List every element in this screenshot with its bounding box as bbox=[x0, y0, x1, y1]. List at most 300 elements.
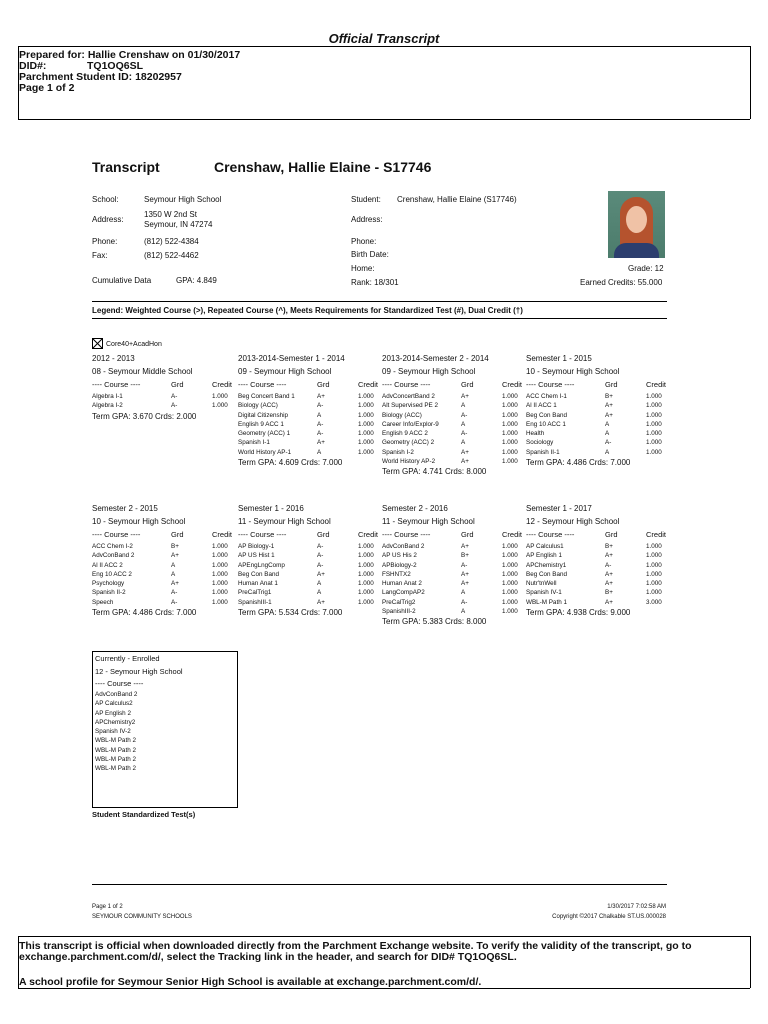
term-school: 12 - Seymour High School bbox=[526, 517, 620, 526]
course-credit: 1.000 bbox=[358, 561, 374, 569]
course-name: Al II ACC 1 bbox=[526, 402, 557, 410]
course-credit: 1.000 bbox=[358, 570, 374, 578]
course-row bbox=[526, 588, 668, 597]
course-grade: A- bbox=[317, 543, 324, 550]
term-summary: Term GPA: 5.534 Crds: 7.000 bbox=[238, 608, 343, 618]
course-name: Career Info/Explor-9 bbox=[382, 420, 439, 428]
course-credit: 1.000 bbox=[358, 580, 374, 588]
course-row bbox=[238, 420, 380, 429]
student-label: Student: bbox=[351, 195, 381, 204]
course-grade: A- bbox=[461, 411, 468, 419]
course-column-header: ---- Course ---- bbox=[238, 530, 287, 539]
header-right-border bbox=[750, 46, 751, 119]
course-row bbox=[238, 570, 380, 579]
course-credit: 1.000 bbox=[502, 580, 518, 588]
student-name-heading: Crenshaw, Hallie Elaine - S17746 bbox=[214, 159, 432, 175]
program-label: Core40+AcadHon bbox=[106, 341, 162, 348]
course-row bbox=[526, 561, 668, 570]
course-row bbox=[382, 429, 524, 438]
course-credit: 1.000 bbox=[502, 598, 518, 606]
course-row bbox=[382, 457, 524, 466]
term-title: 2013-2014-Semester 1 - 2014 bbox=[238, 354, 345, 363]
prepared-for-block bbox=[19, 50, 240, 94]
legend-rule-top bbox=[92, 301, 667, 302]
course-grade: A bbox=[605, 448, 610, 456]
course-credit: 1.000 bbox=[358, 393, 374, 400]
course-grade: A- bbox=[317, 430, 324, 438]
course-row bbox=[382, 607, 524, 616]
phone-value: (812) 522-4384 bbox=[144, 237, 199, 246]
course-name: Alt Supervised PE 2 bbox=[382, 402, 439, 410]
course-credit: 1.000 bbox=[502, 439, 518, 447]
course-row bbox=[526, 598, 668, 607]
term-title: Semester 1 - 2015 bbox=[526, 354, 592, 363]
header-rule-top bbox=[18, 46, 750, 47]
course-column-header: ---- Course ---- bbox=[526, 530, 575, 539]
course-grade: A- bbox=[317, 561, 324, 569]
course-credit: 1.000 bbox=[646, 430, 662, 438]
currently-enrolled-box bbox=[92, 651, 238, 808]
course-grade: A bbox=[171, 570, 176, 578]
course-credit: 1.000 bbox=[212, 570, 228, 578]
official-transcript-title: Official Transcript bbox=[328, 31, 440, 46]
term-block bbox=[382, 502, 524, 628]
course-column-header: ---- Course ---- bbox=[92, 530, 141, 539]
course-name: Human Anat 1 bbox=[238, 580, 278, 588]
course-grade: A+ bbox=[171, 552, 179, 560]
course-credit: 1.000 bbox=[212, 402, 228, 410]
course-grade: A- bbox=[171, 598, 178, 606]
course-name: Beg Con Band bbox=[526, 570, 567, 578]
course-row bbox=[526, 448, 668, 457]
program-checkbox bbox=[92, 338, 103, 349]
course-row bbox=[92, 542, 234, 551]
term-summary: Term GPA: 4.741 Crds: 8.000 bbox=[382, 467, 487, 477]
enrolled-course: APChemistry2 bbox=[95, 718, 136, 726]
address-line-2: Seymour, IN 47274 bbox=[144, 220, 213, 229]
course-grade: A+ bbox=[461, 570, 469, 578]
course-name: PreCalTrig1 bbox=[238, 589, 272, 597]
term-title: Semester 2 - 2015 bbox=[92, 504, 158, 513]
course-name: APBiology-2 bbox=[382, 561, 417, 569]
grade-column-header: Grd bbox=[605, 380, 618, 389]
course-credit: 1.000 bbox=[358, 448, 374, 456]
course-grade: A- bbox=[171, 393, 178, 400]
term-block bbox=[526, 502, 668, 619]
transcript-heading: Transcript bbox=[92, 159, 160, 175]
parchment-student-id: Parchment Student ID: 18202957 bbox=[19, 71, 182, 83]
course-row bbox=[526, 542, 668, 551]
course-grade: A+ bbox=[605, 402, 613, 410]
course-name: ACC Chem I-2 bbox=[92, 543, 133, 550]
enrolled-course-header: ---- Course ---- bbox=[95, 679, 144, 688]
course-name: Eng 10 ACC 2 bbox=[92, 570, 132, 578]
term-school: 10 - Seymour High School bbox=[92, 517, 186, 526]
credit-column-header: Credit bbox=[646, 530, 667, 539]
course-credit: 1.000 bbox=[358, 543, 374, 550]
course-row bbox=[238, 588, 380, 597]
fax-label: Fax: bbox=[92, 251, 108, 260]
course-credit: 3.000 bbox=[646, 598, 662, 606]
course-name: AdvConcertBand 2 bbox=[382, 393, 435, 400]
course-grade: A bbox=[461, 439, 466, 447]
credit-column-header: Credit bbox=[358, 380, 379, 389]
term-summary: Term GPA: 4.609 Crds: 7.000 bbox=[238, 458, 343, 468]
course-grade: A- bbox=[317, 552, 324, 560]
course-grade: A+ bbox=[461, 580, 469, 588]
footer-copyright: Copyright ©2017 Chalkable ST.US.000028 bbox=[552, 914, 666, 920]
term-school: 10 - Seymour High School bbox=[526, 367, 620, 376]
course-name: Biology (ACC) bbox=[238, 402, 278, 410]
enrolled-course: AP Calculus2 bbox=[95, 700, 133, 708]
course-credit: 1.000 bbox=[646, 448, 662, 456]
course-grade: A+ bbox=[317, 393, 325, 400]
course-name: PreCalTrig2 bbox=[382, 598, 416, 606]
course-grade: A- bbox=[461, 561, 468, 569]
course-name: WBL-M Path 1 bbox=[526, 598, 567, 606]
course-grade: A+ bbox=[605, 570, 613, 578]
course-grade: A bbox=[461, 402, 466, 410]
course-name: Sociology bbox=[526, 439, 554, 447]
term-title: 2012 - 2013 bbox=[92, 354, 135, 363]
course-row bbox=[382, 551, 524, 560]
course-row bbox=[526, 579, 668, 588]
term-block bbox=[238, 352, 380, 469]
course-column-header: ---- Course ---- bbox=[382, 530, 431, 539]
course-grade: A bbox=[317, 580, 322, 588]
term-title: Semester 1 - 2016 bbox=[238, 504, 304, 513]
course-name: ACC Chem I-1 bbox=[526, 393, 567, 400]
course-credit: 1.000 bbox=[358, 598, 374, 606]
course-row bbox=[238, 401, 380, 410]
term-school: 09 - Seymour High School bbox=[382, 367, 476, 376]
course-row bbox=[382, 579, 524, 588]
course-credit: 1.000 bbox=[646, 580, 662, 588]
course-name: Eng 10 ACC 1 bbox=[526, 420, 566, 428]
course-row bbox=[238, 579, 380, 588]
course-grade: A- bbox=[461, 430, 468, 438]
verification-notice: This transcript is official when downloaded directly from the Parchment Exchange website. To verify the validity of the transcript, go to exchange.parchment.com/d/, select the Tracking link in the header, and search for DID# TQ1OQ6SL. bbox=[19, 940, 692, 963]
course-credit: 1.000 bbox=[358, 430, 374, 438]
enrolled-course: WBL-M Path 2 bbox=[95, 746, 136, 754]
course-grade: A+ bbox=[461, 543, 469, 550]
course-row bbox=[382, 588, 524, 597]
course-credit: 1.000 bbox=[212, 589, 228, 597]
course-credit: 1.000 bbox=[502, 420, 518, 428]
course-credit: 1.000 bbox=[646, 589, 662, 597]
course-name: English 9 ACC 2 bbox=[382, 430, 428, 438]
course-name: Spanish II-1 bbox=[526, 448, 560, 456]
school-profile-notice: A school profile for Seymour Senior High School is available at exchange.parchment.com/d/. bbox=[19, 976, 482, 988]
course-name: Spanish II-2 bbox=[92, 589, 126, 597]
course-row bbox=[382, 392, 524, 401]
course-credit: 1.000 bbox=[502, 458, 518, 466]
course-name: World History AP-2 bbox=[382, 458, 436, 466]
prepared-for: Prepared for: Hallie Crenshaw on 01/30/2017 bbox=[19, 49, 241, 61]
term-title: Semester 2 - 2016 bbox=[382, 504, 448, 513]
course-grade: A+ bbox=[317, 570, 325, 578]
course-grade: B+ bbox=[605, 543, 613, 550]
course-row bbox=[526, 411, 668, 420]
course-row bbox=[238, 411, 380, 420]
course-grade: A- bbox=[461, 598, 468, 606]
standardized-tests-heading: Student Standardized Test(s) bbox=[92, 810, 196, 819]
enrolled-course: WBL-M Path 2 bbox=[95, 737, 136, 745]
course-name: Geometry (ACC) 2 bbox=[382, 439, 435, 447]
course-name: Biology (ACC) bbox=[382, 411, 422, 419]
enrolled-course: Spanish IV-2 bbox=[95, 728, 131, 736]
header-left-border bbox=[18, 46, 19, 119]
course-name: Digital Citizenship bbox=[238, 411, 289, 419]
course-row bbox=[92, 598, 234, 607]
birth-date-label: Birth Date: bbox=[351, 250, 389, 259]
course-row bbox=[526, 392, 668, 401]
course-credit: 1.000 bbox=[502, 589, 518, 597]
course-grade: A+ bbox=[605, 598, 613, 606]
term-column-headers bbox=[238, 528, 380, 542]
course-row bbox=[238, 448, 380, 457]
course-name: Algebra I-2 bbox=[92, 402, 123, 410]
grade-column-header: Grd bbox=[605, 530, 618, 539]
course-name: Algebra I-1 bbox=[92, 393, 123, 400]
course-credit: 1.000 bbox=[646, 393, 662, 400]
course-row bbox=[238, 429, 380, 438]
credit-column-header: Credit bbox=[358, 530, 379, 539]
course-row bbox=[382, 438, 524, 447]
enrolled-course: WBL-M Path 2 bbox=[95, 756, 136, 764]
header-rule-bottom bbox=[18, 119, 750, 120]
course-credit: 1.000 bbox=[212, 393, 228, 400]
address-label: Address: bbox=[92, 215, 124, 224]
course-grade: A+ bbox=[317, 439, 325, 447]
course-grade: A+ bbox=[461, 393, 469, 400]
course-credit: 1.000 bbox=[502, 570, 518, 578]
term-summary: Term GPA: 4.486 Crds: 7.000 bbox=[92, 608, 197, 618]
enrolled-school: 12 - Seymour High School bbox=[95, 667, 183, 676]
course-grade: A bbox=[461, 589, 466, 597]
course-column-header: ---- Course ---- bbox=[238, 380, 287, 389]
term-title: Semester 1 - 2017 bbox=[526, 504, 592, 513]
course-grade: A+ bbox=[605, 552, 613, 560]
course-name: Psychology bbox=[92, 580, 125, 588]
course-row bbox=[526, 429, 668, 438]
enrolled-course-list bbox=[95, 690, 235, 774]
course-row bbox=[382, 561, 524, 570]
course-row bbox=[382, 542, 524, 551]
course-name: AdvConBand 2 bbox=[382, 543, 425, 550]
footer-school: SEYMOUR COMMUNITY SCHOOLS bbox=[92, 914, 192, 920]
course-row bbox=[382, 570, 524, 579]
course-credit: 1.000 bbox=[646, 552, 662, 560]
school-value: Seymour High School bbox=[144, 195, 222, 204]
course-credit: 1.000 bbox=[502, 411, 518, 419]
term-summary: Term GPA: 3.670 Crds: 2.000 bbox=[92, 411, 197, 421]
course-name: Nutr'tnWell bbox=[526, 580, 557, 588]
course-grade: A- bbox=[171, 402, 178, 410]
course-row bbox=[92, 392, 234, 401]
term-block bbox=[92, 352, 234, 423]
course-credit: 1.000 bbox=[646, 439, 662, 447]
course-credit: 1.000 bbox=[502, 448, 518, 456]
course-credit: 1.000 bbox=[212, 561, 228, 569]
term-school: 11 - Seymour High School bbox=[238, 517, 331, 526]
course-row bbox=[526, 420, 668, 429]
course-grade: B+ bbox=[461, 552, 469, 560]
course-credit: 1.000 bbox=[502, 430, 518, 438]
footer-timestamp: 1/30/2017 7:02:58 AM bbox=[607, 904, 666, 910]
course-name: AP US His 2 bbox=[382, 552, 417, 560]
course-grade: A- bbox=[605, 439, 612, 447]
address-line-1: 1350 W 2nd St bbox=[144, 210, 197, 219]
credit-column-header: Credit bbox=[502, 530, 523, 539]
course-row bbox=[382, 448, 524, 457]
course-credit: 1.000 bbox=[212, 598, 228, 606]
grade-column-header: Grd bbox=[171, 380, 184, 389]
course-name: AP US Hist 1 bbox=[238, 552, 275, 560]
course-column-header: ---- Course ---- bbox=[526, 380, 575, 389]
course-grade: A+ bbox=[605, 580, 613, 588]
course-name: Spanish IV-1 bbox=[526, 589, 562, 597]
term-summary: Term GPA: 4.938 Crds: 9.000 bbox=[526, 608, 631, 618]
student-phone-label: Phone: bbox=[351, 237, 377, 246]
grade-column-header: Grd bbox=[171, 530, 184, 539]
course-credit: 1.000 bbox=[358, 420, 374, 428]
course-name: APChemistry1 bbox=[526, 561, 567, 569]
course-row bbox=[526, 570, 668, 579]
course-credit: 1.000 bbox=[358, 439, 374, 447]
page-indicator: Page 1 of 2 bbox=[19, 82, 75, 94]
course-credit: 1.000 bbox=[358, 589, 374, 597]
course-row bbox=[238, 392, 380, 401]
did-value: TQ1OQ6SL bbox=[87, 60, 144, 72]
course-grade: A bbox=[171, 561, 176, 569]
course-row bbox=[238, 561, 380, 570]
legend: Legend: Weighted Course (>), Repeated Course (^), Meets Requirements for Standardized Test (#), Dual Credit (†) bbox=[92, 306, 523, 315]
term-block bbox=[238, 502, 380, 619]
course-grade: A bbox=[605, 420, 610, 428]
course-name: AP Calculus1 bbox=[526, 543, 564, 550]
course-name: AP Biology-1 bbox=[238, 543, 275, 550]
term-block bbox=[526, 352, 668, 469]
course-name: Human Anat 2 bbox=[382, 580, 422, 588]
grade-column-header: Grd bbox=[461, 530, 474, 539]
course-name: AP English 1 bbox=[526, 552, 562, 560]
enrolled-course: WBL-M Path 2 bbox=[95, 765, 136, 773]
did-line bbox=[19, 61, 240, 72]
term-column-headers bbox=[92, 378, 234, 392]
course-grade: A- bbox=[317, 420, 324, 428]
course-grade: A+ bbox=[461, 458, 469, 466]
home-label: Home: bbox=[351, 264, 375, 273]
course-grade: A+ bbox=[461, 448, 469, 456]
course-credit: 1.000 bbox=[646, 420, 662, 428]
course-row bbox=[238, 542, 380, 551]
course-grade: B+ bbox=[605, 589, 613, 597]
course-credit: 1.000 bbox=[646, 561, 662, 569]
course-credit: 1.000 bbox=[646, 570, 662, 578]
course-row bbox=[526, 401, 668, 410]
course-row bbox=[382, 401, 524, 410]
course-name: Health bbox=[526, 430, 545, 438]
student-address-label: Address: bbox=[351, 215, 383, 224]
course-name: FSHNTX2 bbox=[382, 570, 411, 578]
term-school: 09 - Seymour High School bbox=[238, 367, 332, 376]
credit-column-header: Credit bbox=[646, 380, 667, 389]
enrolled-title: Currently - Enrolled bbox=[95, 654, 160, 663]
course-name: Spanish I-2 bbox=[382, 448, 414, 456]
term-school: 11 - Seymour High School bbox=[382, 517, 475, 526]
term-column-headers bbox=[382, 528, 524, 542]
course-credit: 1.000 bbox=[212, 580, 228, 588]
fax-value: (812) 522-4462 bbox=[144, 251, 199, 260]
notice-rule-top bbox=[18, 936, 750, 937]
course-grade: A bbox=[605, 430, 610, 438]
course-credit: 1.000 bbox=[358, 411, 374, 419]
course-column-header: ---- Course ---- bbox=[92, 380, 141, 389]
course-row bbox=[92, 401, 234, 410]
course-name: SpanishIII-1 bbox=[238, 598, 272, 606]
student-value: Crenshaw, Hallie Elaine (S17746) bbox=[397, 195, 517, 204]
rank-value: Rank: 18/301 bbox=[351, 278, 399, 287]
grade-value: Grade: 12 bbox=[628, 264, 664, 273]
course-credit: 1.000 bbox=[212, 543, 228, 550]
course-grade: A bbox=[317, 589, 322, 597]
course-grade: A bbox=[317, 411, 322, 419]
term-summary: Term GPA: 5.383 Crds: 8.000 bbox=[382, 617, 487, 627]
course-name: Spanish I-1 bbox=[238, 439, 270, 447]
course-row bbox=[526, 551, 668, 560]
earned-credits: Earned Credits: 55.000 bbox=[580, 278, 663, 287]
course-grade: A bbox=[461, 420, 466, 428]
school-label: School: bbox=[92, 195, 119, 204]
course-grade: B+ bbox=[171, 543, 179, 550]
term-column-headers bbox=[238, 378, 380, 392]
course-credit: 1.000 bbox=[502, 402, 518, 410]
course-name: Speech bbox=[92, 598, 114, 606]
term-block bbox=[92, 502, 234, 619]
course-name: English 9 ACC 1 bbox=[238, 420, 284, 428]
phone-label: Phone: bbox=[92, 237, 118, 246]
course-credit: 1.000 bbox=[502, 552, 518, 560]
grade-column-header: Grd bbox=[461, 380, 474, 389]
course-row bbox=[92, 551, 234, 560]
cumulative-gpa: GPA: 4.849 bbox=[176, 276, 217, 285]
course-credit: 1.000 bbox=[646, 411, 662, 419]
credit-column-header: Credit bbox=[502, 380, 523, 389]
course-credit: 1.000 bbox=[502, 561, 518, 569]
course-name: Beg Con Band bbox=[238, 570, 279, 578]
course-grade: A bbox=[461, 608, 466, 616]
course-row bbox=[92, 570, 234, 579]
course-grade: A+ bbox=[171, 580, 179, 588]
course-name: SpanishIII-2 bbox=[382, 608, 416, 616]
course-name: World History AP-1 bbox=[238, 448, 292, 456]
term-column-headers bbox=[526, 528, 668, 542]
course-name: APEngLngComp bbox=[238, 561, 285, 569]
course-row bbox=[382, 598, 524, 607]
notice-rule-bottom bbox=[18, 988, 750, 989]
course-name: Geometry (ACC) 1 bbox=[238, 430, 291, 438]
footer-rule bbox=[92, 884, 667, 885]
course-row bbox=[238, 598, 380, 607]
course-name: AdvConBand 2 bbox=[92, 552, 135, 560]
term-column-headers bbox=[92, 528, 234, 542]
course-row bbox=[382, 420, 524, 429]
course-name: Beg Con Band bbox=[526, 411, 567, 419]
grade-column-header: Grd bbox=[317, 380, 330, 389]
term-column-headers bbox=[382, 378, 524, 392]
course-row bbox=[238, 438, 380, 447]
